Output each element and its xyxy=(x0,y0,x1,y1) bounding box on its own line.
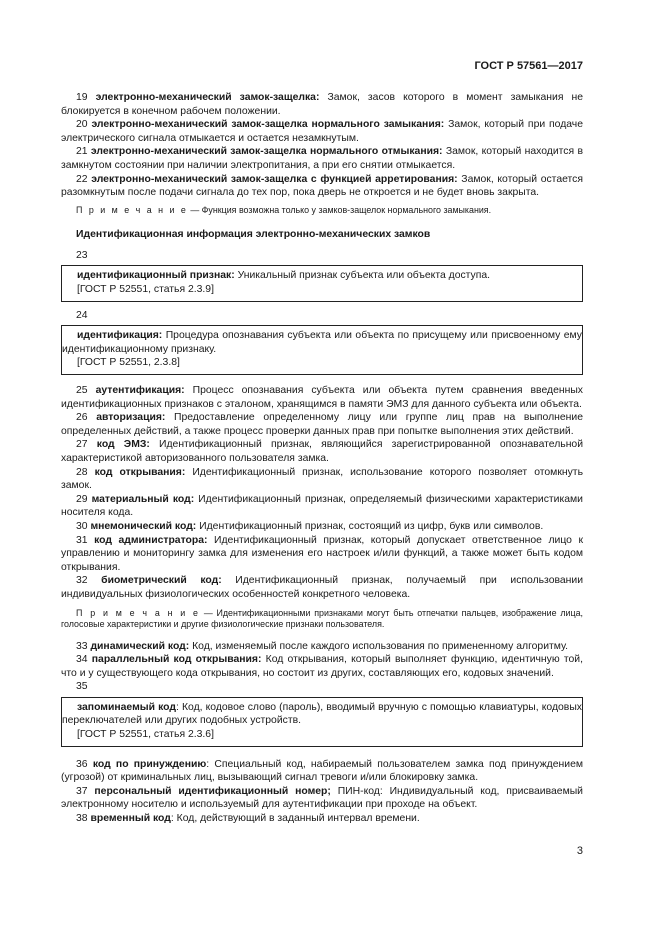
term-number: 26 xyxy=(76,412,88,424)
term-name: электронно-механический замок-защелка с функцией арретирования: xyxy=(91,173,458,185)
term-definition: Замок, который находится в замкнутом состоянии при наличии электропитания, а при его снятии отмыкается. xyxy=(61,146,583,171)
term-name: биометрический код: xyxy=(101,575,222,587)
term-name: параллельный код открывания: xyxy=(91,654,262,666)
term-definition: Предоставление определенному лицу или группе лиц прав на выполнение определенных действий, а также процесс проверки данных прав при попытке выполнения этих действий. xyxy=(61,412,584,437)
term-entry-33 xyxy=(61,640,583,654)
term-definition: Идентификационный признак, который допускает ответственное лицо к управлению и мониторингу замка для изменения его настроек и/или функций, а также может быть кодом открывания. xyxy=(61,534,584,573)
term-entry-34 xyxy=(61,653,583,680)
term-reference: [ГОСТ Р 52551, 2.3.8] xyxy=(77,357,180,369)
term-definition: Процесс опознавания субъекта или объекта путем сравнения введенных идентификационных признаков с эталоном, хранящимся в памяти ЭМЗ для данного субъекта или объекта. xyxy=(61,385,583,410)
term-number-24: 24 xyxy=(76,309,88,321)
term-entry-22 xyxy=(61,173,583,200)
term-definition: : Код, кодовое слово (пароль), вводимый вручную с помощью клавиатуры, кодовых переключателей или других подобных устройств. xyxy=(62,701,582,727)
term-definition: Уникальный признак субъекта или объекта доступа. xyxy=(234,270,491,282)
terms-block-25-32 xyxy=(61,384,583,602)
term-number: 19 xyxy=(76,92,88,103)
term-entry-26 xyxy=(61,411,583,438)
term-entry-21 xyxy=(61,145,583,172)
terms-block-33-34 xyxy=(61,640,583,681)
term-name: авторизация: xyxy=(96,412,166,424)
term-entry-36 xyxy=(61,758,583,785)
term-number: 25 xyxy=(76,385,88,396)
term-number: 33 xyxy=(76,640,88,652)
term-box-23 xyxy=(61,265,583,301)
term-name: динамический код: xyxy=(90,640,190,652)
term-name: электронно-механический замок-защелка нормального замыкания: xyxy=(91,119,445,131)
term-definition: Идентификационный признак, получаемый при использовании индивидуальных физиологических особенностей конкретного человека. xyxy=(61,575,584,600)
note-text: — Идентификационными признаками могут быть отпечатки пальцев, изображение лица, голосовые характеристики и другие физиологические признаки пользователя. xyxy=(61,607,583,629)
page-content xyxy=(61,91,583,826)
term-definition: Идентификационный признак, определяемый физическими характеристиками носителя кода. xyxy=(61,493,583,519)
term-number: 27 xyxy=(76,439,88,451)
note-biometric xyxy=(61,608,583,631)
note-arretirovanie xyxy=(61,205,583,217)
term-entry-38 xyxy=(61,812,583,826)
page-number: 3 xyxy=(576,845,583,857)
term-name: электронно-механический замок-защелка: xyxy=(95,92,320,103)
terms-block-19-22 xyxy=(61,91,583,200)
term-reference: [ГОСТ Р 52551, статья 2.3.9] xyxy=(77,284,214,296)
term-name: материальный код: xyxy=(91,493,195,505)
term-box-35 xyxy=(61,697,583,747)
term-entry-31 xyxy=(61,534,583,575)
term-entry-19 xyxy=(61,91,583,118)
section-title: Идентификационная информация электронно-механических замков xyxy=(76,229,431,241)
term-entry-25 xyxy=(61,384,583,411)
term-definition: : Код, действующий в заданный интервал времени. xyxy=(170,813,420,825)
term-name: код по принуждению xyxy=(92,758,207,770)
term-name: код администратора: xyxy=(94,534,208,546)
terms-block-36-38 xyxy=(61,758,583,826)
term-entry-30 xyxy=(61,520,583,534)
term-number: 29 xyxy=(76,493,88,505)
term-number: 28 xyxy=(76,466,88,478)
term-number: 31 xyxy=(76,534,88,546)
term-name: электронно-механический замок-защелка нормального отмыкания: xyxy=(90,146,443,158)
term-definition: Замок, который остается разомкнутым после подачи сигнала до тех пор, пока дверь не откроется и не будет вновь закрыта. xyxy=(61,173,583,199)
document-header: ГОСТ Р 57561—2017 xyxy=(474,60,583,72)
term-definition: Замок, который при подаче электрического сигнала отмыкается и остается незамкнутым. xyxy=(61,119,583,144)
term-definition: Замок, засов которого в момент замыкания не блокируется в конечном рабочем положении. xyxy=(61,92,584,117)
term-name: аутентификация: xyxy=(95,385,185,396)
note-label: П р и м е ч а н и е xyxy=(76,204,188,215)
term-definition: Код открывания, который выполняет функцию, идентичную той, что и у существующего кода открывания, но состоит из других, составляющих его, кодовых значений. xyxy=(61,654,583,679)
term-name: запоминаемый код xyxy=(77,701,176,713)
term-definition: Код, изменяемый после каждого использования по примененному алгоритму. xyxy=(189,640,569,652)
term-entry-27 xyxy=(61,438,583,465)
term-definition: ПИН-код: Индивидуальный код, присваиваемый электронному носителю и используемый для аутентификации при проходе на объект. xyxy=(61,785,583,811)
term-number: 30 xyxy=(76,520,88,532)
term-definition: Идентификационный признак, использование которого позволяет отомкнуть замок. xyxy=(61,466,583,492)
term-name: мнемонический код: xyxy=(90,520,197,532)
term-reference: [ГОСТ Р 52551, статья 2.3.6] xyxy=(77,729,214,741)
term-name: код открывания: xyxy=(94,466,186,478)
term-name: код ЭМЗ: xyxy=(96,439,150,451)
term-definition: Процедура опознавания субъекта или объекта по присущему или присвоенному ему идентификационному признаку. xyxy=(62,330,582,355)
term-name: идентификация: xyxy=(77,330,163,342)
term-entry-32 xyxy=(61,574,583,601)
term-number: 37 xyxy=(76,785,88,797)
term-box-24 xyxy=(61,325,583,375)
term-number: 36 xyxy=(76,758,88,770)
term-number: 34 xyxy=(76,654,88,666)
term-entry-20 xyxy=(61,118,583,145)
term-number: 20 xyxy=(76,119,88,131)
term-definition: Идентификационный признак, являющийся зарегистрированной опознавательной характеристикой авторизованного пользователя замка. xyxy=(61,439,584,464)
term-number: 21 xyxy=(76,146,88,158)
note-text: — Функция возможна только у замков-защелок нормального замыкания. xyxy=(187,204,492,215)
term-definition: : Специальный код, набираемый пользователем замка под принуждением (угрозой) от криминальных лиц, вызывающий сигнал тревоги и/или блокировку замка. xyxy=(61,758,583,784)
term-number: 32 xyxy=(76,575,88,587)
term-entry-29 xyxy=(61,493,583,520)
term-name: временный код xyxy=(90,813,171,825)
term-number-35: 35 xyxy=(76,681,88,693)
term-number: 22 xyxy=(76,173,88,185)
term-definition: Идентификационный признак, состоящий из цифр, букв или символов. xyxy=(196,520,544,532)
note-label: П р и м е ч а н и е xyxy=(76,607,200,618)
term-name: идентификационный признак: xyxy=(77,270,235,282)
term-entry-37 xyxy=(61,785,583,812)
term-name: персональный идентификационный номер; xyxy=(94,785,331,797)
term-number-23: 23 xyxy=(76,249,88,261)
term-entry-28 xyxy=(61,466,583,493)
term-number: 38 xyxy=(76,813,88,825)
